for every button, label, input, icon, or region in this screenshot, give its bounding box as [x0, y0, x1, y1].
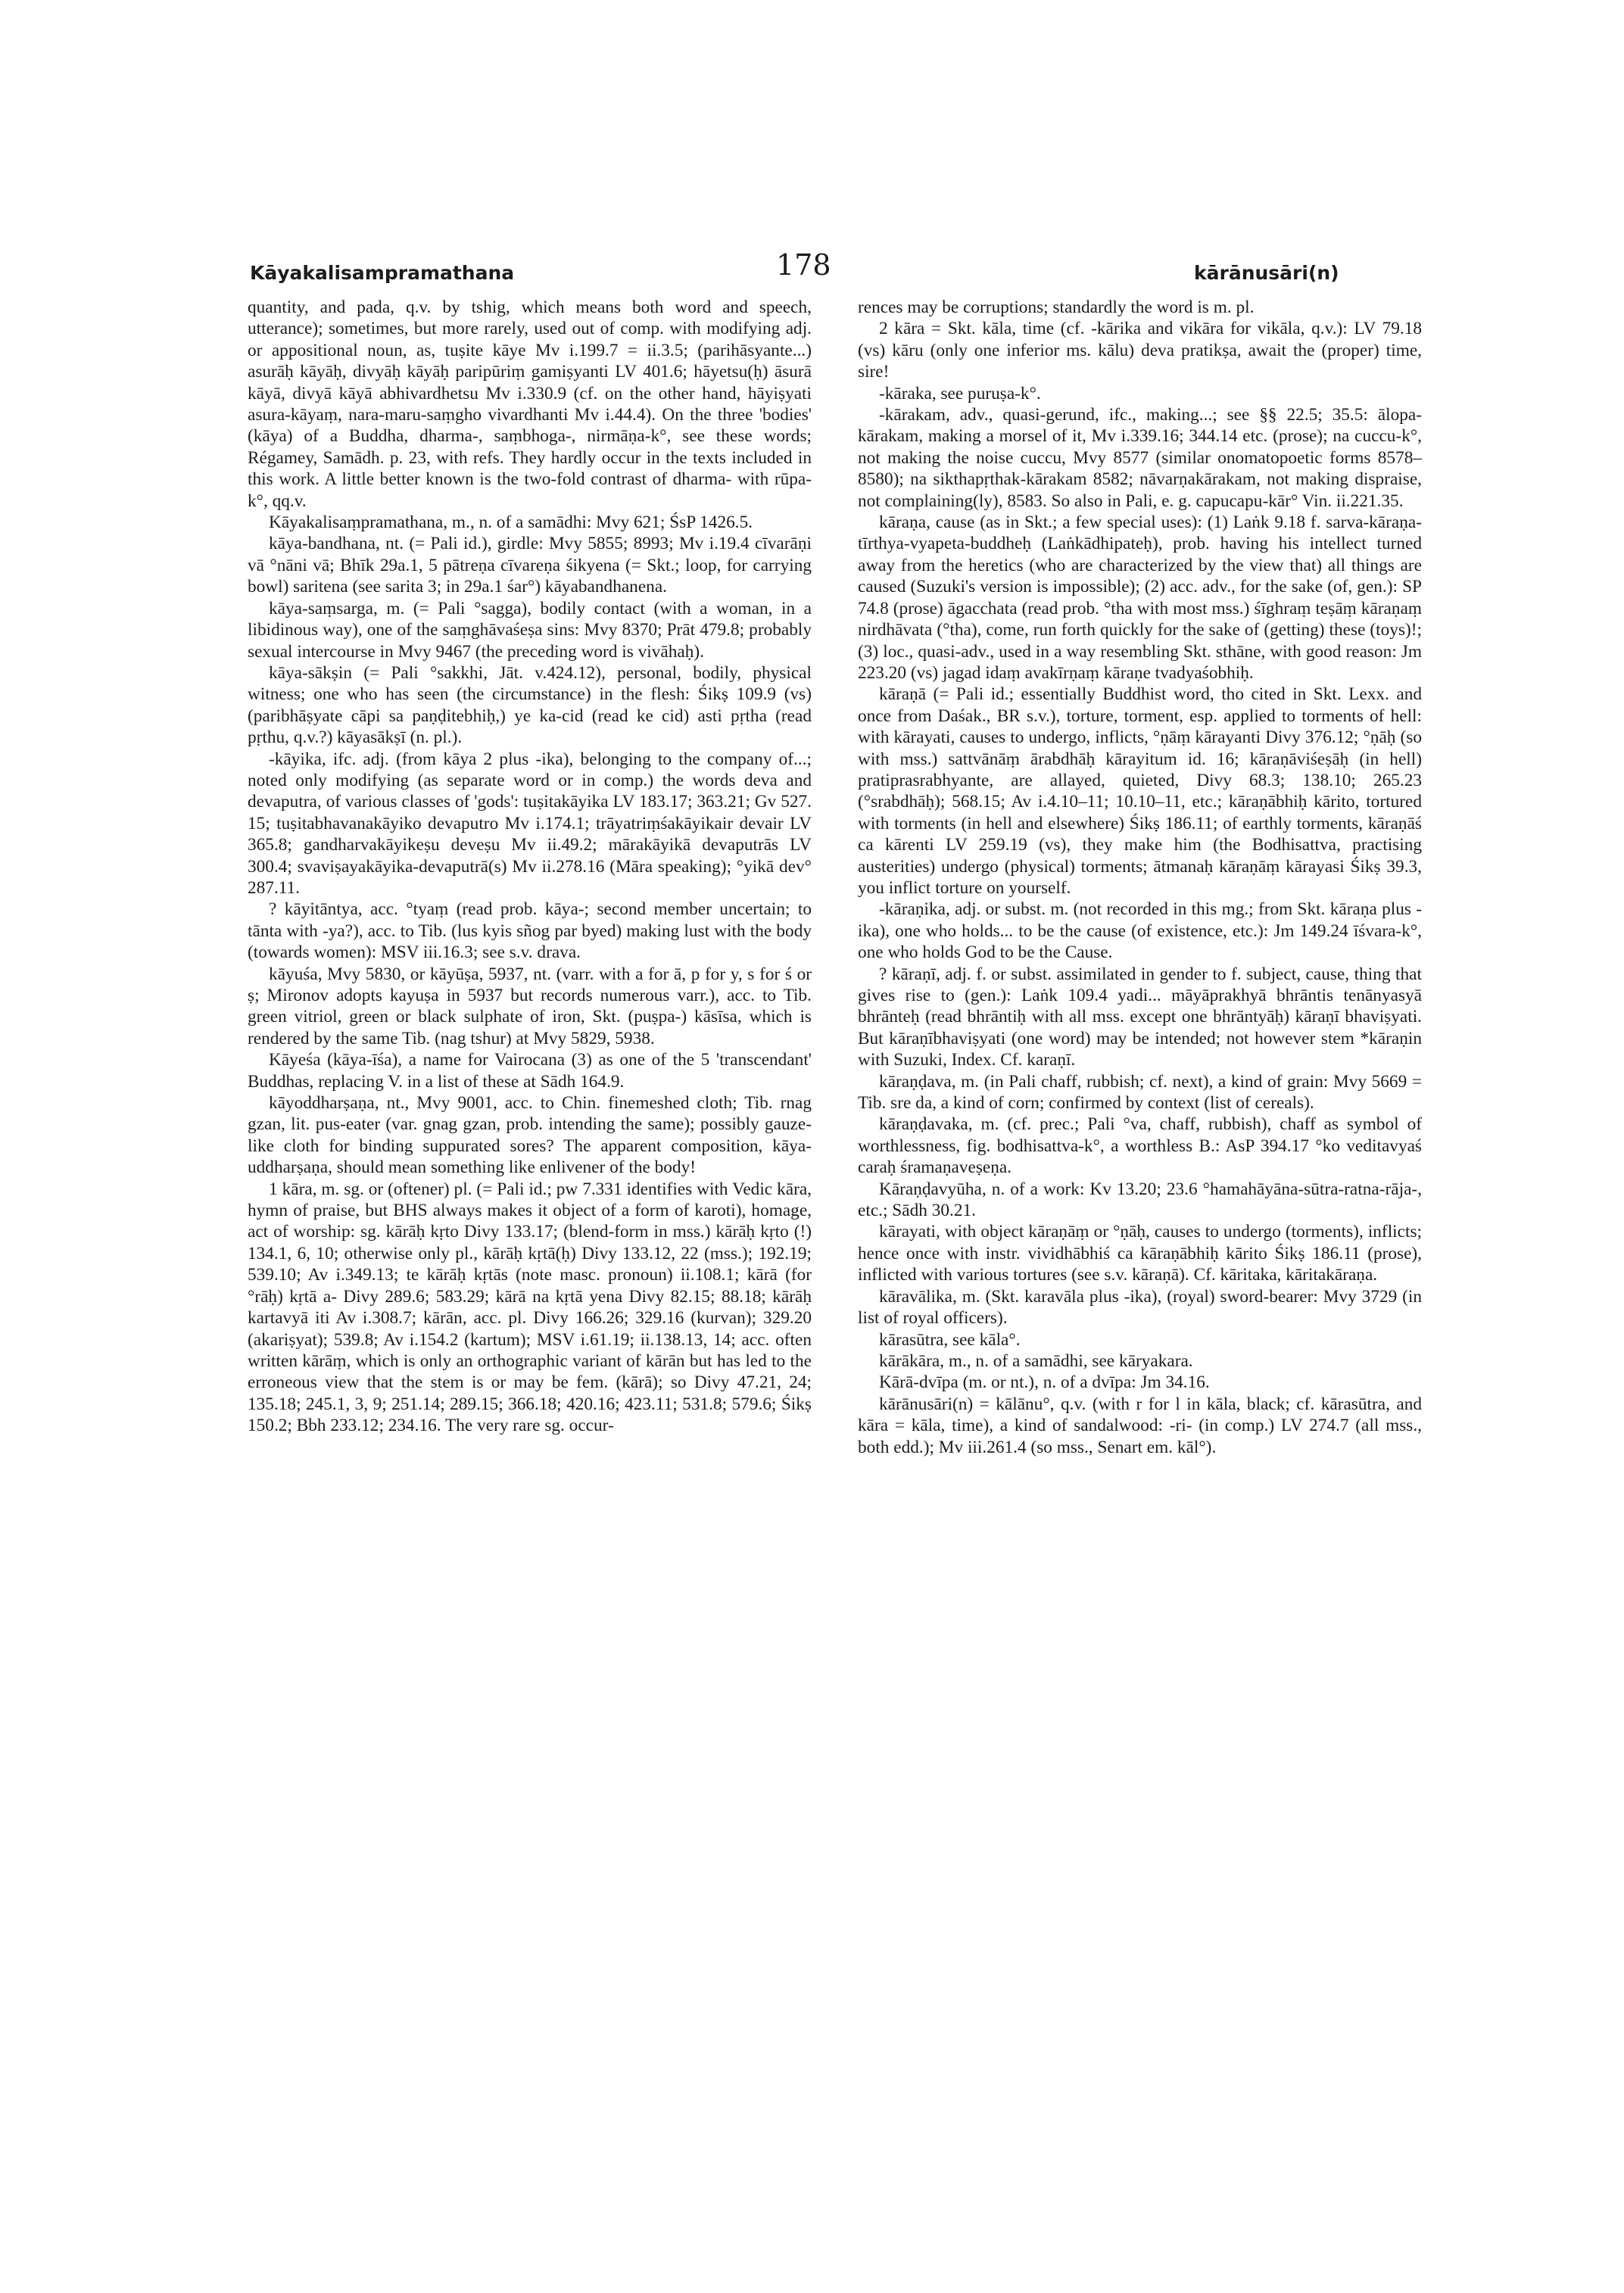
- entry-kayika: -kāyika, ifc. adj. (from kāya 2 plus -ika), belonging to the company of...; noted only modifying (as separate word or in comp.) the words deva and devaputra, of various classes of 'gods': tuṣitakāyika LV 183.17; 363.21; Gv 527. 15; tuṣitabhavanakāyiko devaputro Mv i.174.1; trāyatriṃśakāyikair devair LV 365.8; gandharvakāyikeṣu deveṣu Mv ii.49.2; mārakāyikā devaputrās LV 300.4; svaviṣayakāyika-devaputrā(s) Mv ii.278.16 (Māra speaking); °yikā dev° 287.11.: [248, 749, 812, 898]
- entry-kayakalisampramathana: Kāyakalisaṃpramathana, m., n. of a samādhi: Mvy 621; ŚsP 1426.5.: [269, 512, 753, 533]
- entry-karandava: kāraṇḍava, m. (in Pali chaff, rubbish; cf. next), a kind of grain: Mvy 5669 = Tib. sre da, a kind of corn; confirmed by context (list of cereals).: [858, 1071, 1422, 1114]
- entry-karakam: -kārakam, adv., quasi-gerund, ifc., making...; see §§ 22.5; 35.5: ālopa-kārakam, making a morsel of it, Mv i.339.16; 344.14 etc. (prose); na cuccu-k°, not making the noise cuccu, Mvy 8577 (similar onomatopoetic forms 8578–8580); na sikthapṛthak-kārakam 8582; nāvarṇakārakam, not making dispraise, not complaining(ly), 8583. So also in Pali, e. g. capucapu-kār° Vin. ii.221.35.: [858, 405, 1422, 511]
- right-column: [858, 297, 1422, 1458]
- entry-karavalika: kāravālika, m. (Skt. karavāla plus -ika), (royal) sword-bearer: Mvy 3729 (in list of royal officers).: [858, 1286, 1422, 1329]
- entry-kaya-bandhana: kāya-bandhana, nt. (= Pali id.), girdle: Mvy 5855; 8993; Mv i.19.4 cīvarāṇi vā °nāni vā; Bhīk 29a.1, 5 pātreṇa cīvareṇa śikyena (= Skt.; loop, for carrying bowl) saritena (see sarita 3; in 29a.1 śar°) kāyabandhanena.: [248, 534, 812, 597]
- entry-kaya-saksin: kāya-sākṣin (= Pali °sakkhi, Jāt. v.424.12), personal, bodily, physical witness; one who has seen (the circumstance) in the flesh: Śikṣ 109.9 (vs) (paribhāṣyate cāpi sa paṇḍitebhiḥ,) ye ka-cid (read ke cid) asti pṛtha (read pṛthu, q.v.?) kāyasākṣī (n. pl.).: [248, 662, 812, 748]
- entry-karanika: -kāraṇika, adj. or subst. m. (not recorded in this mg.; from Skt. kāraṇa plus -ika), one who holds... to be the cause (of existence, etc.): Jm 149.24 īśvara-k°, one who holds God to be the Cause.: [858, 899, 1422, 963]
- head-last-entry: kārānusāri(n): [1194, 262, 1339, 284]
- head-first-entry: Kāyakalisampramathana: [250, 262, 515, 284]
- entry-kara-1: 1 kāra, m. sg. or (oftener) pl. (= Pali id.; pw 7.331 identifies with Vedic kāra, hymn of praise, but BHS always makes it object of a form of karoti), homage, act of worship: sg. kārāḥ kṛto Divy 133.17; (blend-form in mss.) kārāḥ kṛto (!) 134.1, 6, 10; otherwise only pl., kārāḥ kṛtā(ḥ) Divy 133.12, 22 (mss.); 192.19; 539.10; Av i.349.13; te kārāḥ kṛtās (note masc. pronoun) ii.108.1; kārā (for °rāḥ) kṛtā a- Divy 289.6; 583.29; kārā na kṛtā yena Divy 82.15; 88.18; kārāḥ kartavyā iti Av i.308.7; kārān, acc. pl. Divy 166.26; 329.16 (kurvan); 329.20 (akariṣyat); 539.8; Av i.154.2 (kartum); MSV i.61.19; ii.138.13, 14; acc. often written kārāṃ, which is only an orthographic variant of kārān but has led to the erroneous view that the stem is or may be fem. (kārā); so Divy 47.21, 24; 135.18; 245.1, 3, 9; 251.14; 289.15; 366.18; 420.16; 423.11; 531.8; 579.6; Śikṣ 150.2; Bbh 233.12; 234.16. The very rare sg. occur-: [248, 1179, 812, 1436]
- entry-kayesa: Kāyeśa (kāya-īśa), a name for Vairocana (3) as one of the 5 'transcendant' Buddhas, replacing V. in a list of these at Sādh 164.9.: [248, 1050, 812, 1092]
- entry-karanusarin: kārānusāri(n) = kālānu°, q.v. (with r for l in kāla, black; cf. kārasūtra, and kāra = kāla, time), a kind of sandalwood: -ri- (in comp.) LV 274.7 (all mss., both edd.); Mv iii.261.4 (so mss., Senart em. kāl°).: [858, 1394, 1422, 1457]
- page-number: 178: [776, 248, 831, 282]
- entry-kara-dvipa: Kārā-dvīpa (m. or nt.), n. of a dvīpa: Jm 34.16.: [879, 1372, 1210, 1393]
- entry-kayitantya: ? kāyitāntya, acc. °tyaṃ (read prob. kāya-; second member uncertain; to tānta with -ya?), acc. to Tib. (lus kyis sñog par byed) making lust with the body (towards women): MSV iii.16.3; see s.v. drava.: [248, 899, 812, 963]
- entry-karana-f: kāraṇā (= Pali id.; essentially Buddhist word, tho cited in Skt. Lexx. and once from Daśak., BR s.v.), torture, torment, esp. applied to torments of hell: with kārayati, causes to undergo, inflicts, °ṇāṃ kārayanti Divy 376.12; °ṇāḥ (so with mss.) sattvānāṃ ārabdhāḥ kārayitum id. 16; kāraṇāviśeṣāḥ (in hell) pratiprasrabhyante, are allayed, quieted, Divy 68.3; 138.10; 265.23 (°srabdhāḥ); 568.15; Av i.4.10–11; 10.10–11, etc.; kāraṇābhiḥ kārito, tortured with torments (in hell and elsewhere) Śikṣ 186.11; of earthly torments, kāraṇāś ca kārenti LV 259.19 (vs), they make him (the Bodhisattva, practising austerities) undergo (physical) torments; ātmanaḥ kāraṇāṃ kārayasi Śikṣ 39.3, you inflict torture on yourself.: [858, 684, 1422, 898]
- entry-karana: kāraṇa, cause (as in Skt.; a few special uses): (1) Laṅk 9.18 f. sarva-kāraṇa-tīrthya-vyapeta-buddheḥ (Laṅkādhipateḥ), prob. having his intellect turned away from the heretics (who are characterized by the view that) all things are caused (Suzuki's version is impossible); (2) acc. adv., for the sake (of, gen.): SP 74.8 (prose) āgacchata (read prob. °tha with most mss.) śīghraṃ teṣāṃ kāraṇaṃ nirdhāvata (°tha), come, run forth quickly for the sake of (getting) these (toys)!; (3) loc., quasi-adv., used in a way resembling Skt. sthāne, with good reason: Jm 223.20 (vs) jagad idaṃ avakīrṇaṃ kāraṇe tvadyaśobhiḥ.: [858, 512, 1422, 683]
- entry-kara-2: 2 kāra = Skt. kāla, time (cf. -kārika and vikāra for vikāla, q.v.): LV 79.18 (vs) kāru (only one inferior ms. kālu) deva pratikṣa, await the (proper) time, sire!: [858, 319, 1422, 382]
- entry-karani: ? kāraṇī, adj. f. or subst. assimilated in gender to f. subject, cause, thing that gives rise to (gen.): Laṅk 109.4 yadi... māyāprakhyā bhrāntis tenānyasyā bhrānteḥ (read bhrāntiḥ with all mss. except one bhrāntyāḥ) kāraṇī bhaviṣyati. But kāraṇībhaviṣyati (one word) may be intended; not however stem *kāraṇin with Suzuki, Index. Cf. karaṇī.: [858, 964, 1422, 1070]
- left-column: [248, 297, 812, 1437]
- entry-karandavaka: kāraṇḍavaka, m. (cf. prec.; Pali °va, chaff, rubbish), chaff as symbol of worthlessness, fig. bodhisattva-k°, a worthless B.: AsP 394.17 °ko veditavyaś caraḥ śramaṇaveṣeṇa.: [858, 1114, 1422, 1178]
- entry-continuation: rences may be corruptions; standardly the word is m. pl.: [858, 298, 1255, 317]
- entry-kaya-samsarga: kāya-saṃsarga, m. (= Pali °sagga), bodily contact (with a woman, in a libidinous way), one of the saṃghāvaśeṣa sins: Mvy 8370; Prāt 479.8; probably sexual intercourse in Mvy 9467 (the preceding word is vivāhaḥ).: [248, 598, 812, 662]
- entry-karaka: -kāraka, see puruṣa-k°.: [879, 383, 1041, 403]
- entry-karasutra: kārasūtra, see kāla°.: [879, 1329, 1021, 1350]
- entry-continuation: quantity, and pada, q.v. by tshig, which means both word and speech, utterance); sometimes, but more rarely, used out of comp. with modifying adj. or appositional noun, as, tuṣite kāye Mv i.199.7 = ii.3.5; (parihāsyante...) asurāḥ kāyāḥ, divyāḥ kāyāḥ paripūriṃ gamiṣyanti LV 401.6; hāyetsu(ḥ) āsurā kāyā, divyā kāyā abhivardhetsu Mv i.330.9 (cf. on the other hand, hāyiṣyati asura-kāyaṃ, nara-maru-saṃgho vivardhanti Mv i.44.4). On the three 'bodies' (kāya) of a Buddha, dharma-, saṃbhoga-, nirmāṇa-k°, see these words; Régamey, Samādh. p. 23, with refs. They hardly occur in the texts included in this work. A little better known is the two-fold contrast of dharma- with rūpa-k°, qq.v.: [248, 298, 812, 511]
- entry-karandavyuha: Kāraṇḍavyūha, n. of a work: Kv 13.20; 23.6 °hamahāyāna-sūtra-ratna-rāja-, etc.; Sādh 30.21.: [858, 1179, 1422, 1221]
- entry-karakara: kārākāra, m., n. of a samādhi, see kāryakara.: [879, 1351, 1193, 1371]
- entry-kayusa: kāyuśa, Mvy 5830, or kāyūṣa, 5937, nt. (varr. with a for ā, p for y, s for ś or ṣ; Mironov adopts kayuṣa in 5937 but records numerous varr.), acc. to Tib. green vitriol, green or black sulphate of iron, Skt. (puṣpa-) kāsīsa, which is rendered by the same Tib. (nag tshur) at Mvy 5829, 5938.: [248, 964, 812, 1048]
- running-head: [250, 248, 1461, 286]
- entry-karayati: kārayati, with object kāraṇāṃ or °ṇāḥ, causes to undergo (torments), inflicts; hence once with instr. vividhābhiś ca kāraṇābhiḥ kārito Śikṣ 186.11 (prose), inflicted with various tortures (see s.v. kāraṇā). Cf. kāritaka, kāritakāraṇa.: [858, 1222, 1422, 1285]
- entry-kayoddharsana: kāyoddharṣaṇa, nt., Mvy 9001, acc. to Chin. finemeshed cloth; Tib. rnag gzan, lit. pus-eater (var. gnag gzan, prob. intending the same); possibly gauze-like cloth for binding suppurated sores? The apparent composition, kāya-uddharṣaṇa, should mean something like enlivener of the body!: [248, 1093, 812, 1178]
